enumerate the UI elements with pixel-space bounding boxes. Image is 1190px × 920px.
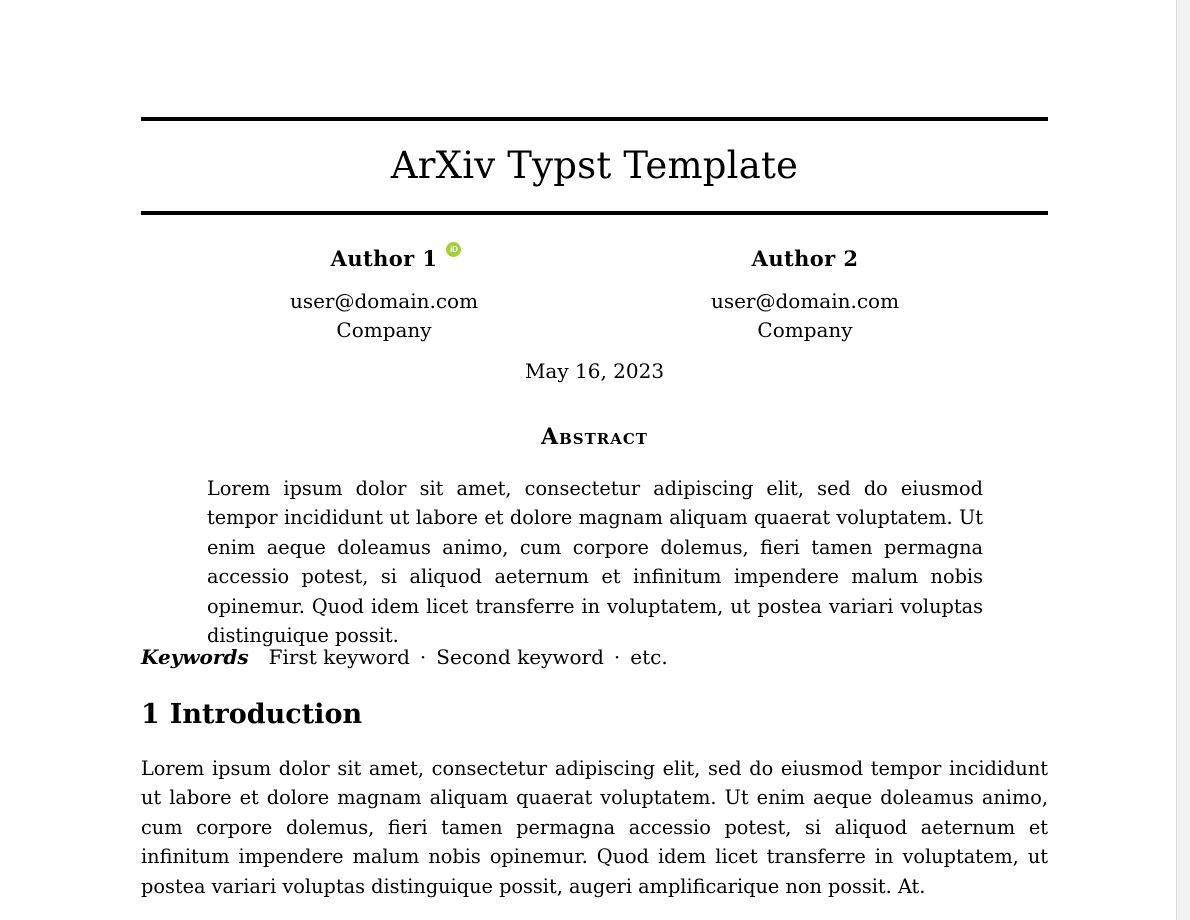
author-affiliation: Company xyxy=(336,318,432,342)
author-email: user@domain.com xyxy=(289,289,479,313)
keyword-item: Second keyword xyxy=(436,645,604,669)
author-email: user@domain.com xyxy=(710,289,900,313)
keywords-label: Keywords xyxy=(141,645,249,669)
keywords-line xyxy=(141,642,1048,672)
keyword-separator: · xyxy=(613,645,621,669)
keyword-separator: · xyxy=(419,645,427,669)
introduction-text: Lorem ipsum dolor sit amet, consectetur adipiscing elit, sed do eiusmod tempor incididunt ut labore et dolore magnam aliquam quaerat voluptatem. Ut enim aeque doleamus animo, cum corpore dolemus, fieri tamen permagna accessio potest, si aliquod aeternum et infinitum impendere malum nobis opinemur. Quod idem licet transferre in voluptatem, ut postea variari voluptas distinguique possit, augeri amplificarique non possit. At. xyxy=(141,757,1048,898)
author-name-text: Author 1 xyxy=(330,246,438,271)
abstract-heading: Abstract xyxy=(541,424,648,450)
author-block-1 xyxy=(224,244,544,345)
section-number: 1 xyxy=(141,699,160,730)
author-block-2 xyxy=(645,244,965,345)
viewer-scrollbar-track[interactable] xyxy=(1176,0,1190,920)
keyword-item: First keyword xyxy=(268,645,410,669)
paper-title: ArXiv Typst Template xyxy=(390,144,799,187)
author-name xyxy=(752,244,859,274)
title-top-rule xyxy=(141,117,1048,121)
title-bottom-rule xyxy=(141,211,1048,215)
section-heading-introduction xyxy=(141,696,1048,734)
keyword-item: etc. xyxy=(630,645,668,669)
paper-date: May 16, 2023 xyxy=(524,359,665,383)
author-name-text: Author 2 xyxy=(751,246,859,271)
author-affiliation: Company xyxy=(757,318,853,342)
abstract-text: Lorem ipsum dolor sit amet, consectetur adipiscing elit, sed do eiusmod tempor incididunt ut labore et dolore magnam aliquam quaerat voluptatem. Ut enim aeque doleamus animo, cum corpore dolemus, fieri tamen permagna accessio potest, si aliquod aeternum et infinitum impendere malum nobis opinemur. Quod idem licet transferre in voluptatem, ut postea variari voluptas distinguique possit. xyxy=(207,477,983,648)
orcid-icon[interactable]: iD xyxy=(446,242,461,257)
author-name xyxy=(330,244,458,274)
section-title: Introduction xyxy=(169,699,363,730)
